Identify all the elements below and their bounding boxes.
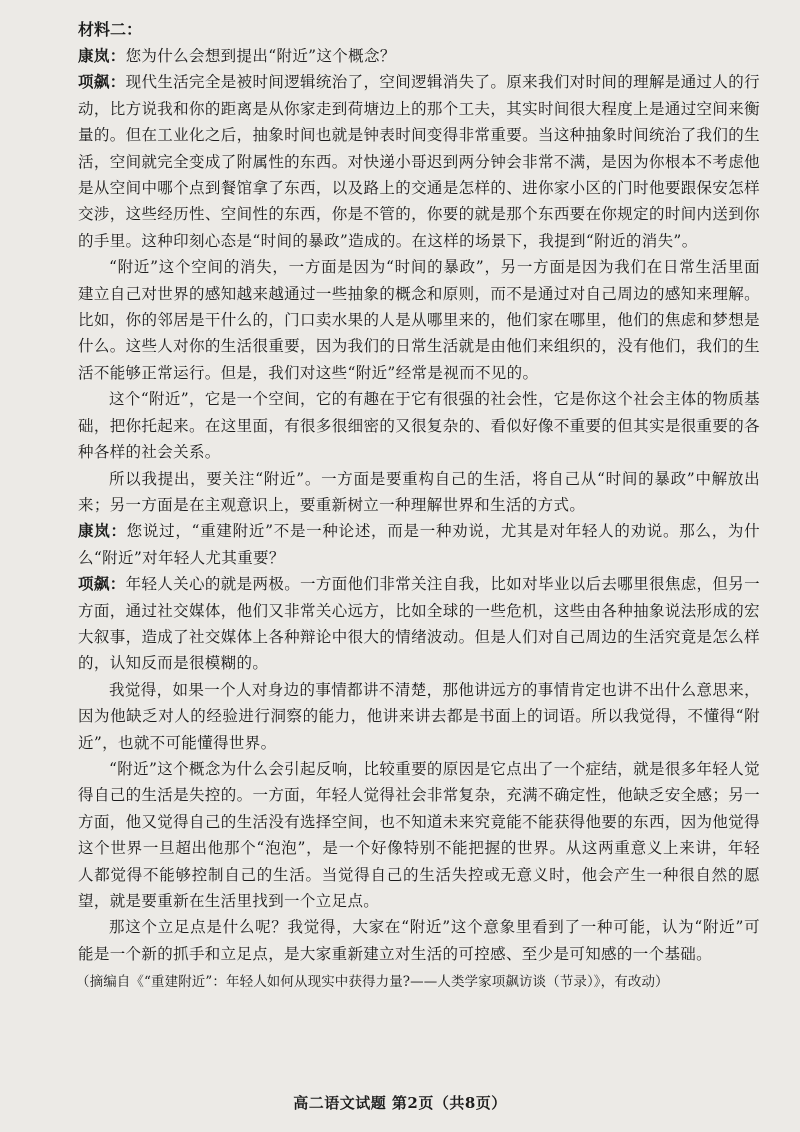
- paragraph-text: 您说过，“重建附近”不是一种论述，而是一种劝说，尤其是对年轻人的劝说。那么，为什么“附近”对年轻人尤其重要？: [78, 522, 760, 567]
- body-paragraph-8: 我觉得，如果一个人对身边的事情都讲不清楚，那他讲远方的事情肯定也讲不出什么意思来，因为他缺乏对人的经验进行洞察的能力，他讲来讲去都是书面上的词语。所以我觉得，不懂得“附近”，也就不可能懂得世界。: [78, 680, 760, 752]
- paragraph-text: 您为什么会想到提出“附近”这个概念？: [125, 47, 396, 65]
- dialogue-paragraph-1: [78, 43, 760, 69]
- speaker-label: 项飙：: [78, 72, 126, 92]
- body-paragraph-10: 那这个立足点是什么呢？我觉得，大家在“附近”这个意象里看到了一种可能，认为“附近”可能是一个新的抓手和立足点，是大家重新建立对生活的可控感、至少是可知感的一个基础。: [78, 918, 760, 963]
- speaker-label: 项飙：: [78, 574, 126, 594]
- dialogue-paragraph-2: [78, 69, 760, 254]
- dialogue-paragraph-6: [78, 518, 760, 571]
- page-footer: 高二语文试题 第2页（共8页）: [293, 1094, 507, 1112]
- body-paragraph-3: “附近”这个空间的消失，一方面是因为“时间的暴政”，另一方面是因为我们在日常生活里面建立自己对世界的感知越来越通过一些抽象的概念和原则，而不是通过对自己周边的感知来理解。比如，你的邻居是干什么的，门口卖水果的人是从哪里来的，他们家在哪里，他们的焦虑和梦想是什么。这些人对你的生活很重要，因为我们的日常生活就是由他们来组织的，没有他们，我们的生活不能够正常运行。但是，我们对这些“附近”经常是视而不见的。: [78, 258, 760, 382]
- dialogue-paragraph-7: [78, 571, 760, 677]
- paragraph-text: 现代生活完全是被时间逻辑统治了，空间逻辑消失了。原来我们对时间的理解是通过人的行动，比方说我和你的距离是从你家走到荷塘边上的那个工夫，其实时间很大程度上是通过空间来衡量的。但在工业化之后，抽象时间也就是钟表时间变得非常重要。当这种抽象时间统治了我们的生活，空间就完全变成了附属性的东西。对快递小哥迟到两分钟会非常不满，是因为你根本不考虑他是从空间中哪个点到餐馆拿了东西，以及路上的交通是怎样的、进你家小区的门时他要跟保安怎样交涉，这些经历性、空间性的东西，你是不管的，你要的就是那个东西要在你规定的时间内送到你的手里。这种印刻心态是“时间的暴政”造成的。在这样的场景下，我提到“附近的消失”。: [78, 73, 760, 250]
- paragraph-text: 年轻人关心的就是两极。一方面他们非常关注自我，比如对毕业以后去哪里很焦虑，但另一方面，通过社交媒体，他们又非常关心远方，比如全球的一些危机，这些由各种抽象说法形成的宏大叙事，造成了社交媒体上各种辩论中很大的情绪波动。但是人们对自己周边的生活究竟是怎么样的，认知反而是很模糊的。: [78, 575, 760, 673]
- body-paragraph-9: “附近”这个概念为什么会引起反响，比较重要的原因是它点出了一个症结，就是很多年轻人觉得自己的生活是失控的。一方面，年轻人觉得社会非常复杂，充满不确定性，他缺乏安全感；另一方面，他又觉得自己的生活没有选择空间，也不知道未来究竟能不能获得他要的东西，因为他觉得这个世界一旦超出他那个“泡泡”，是一个好像特别不能把握的世界。从这两重意义上来讲，年轻人都觉得不能够控制自己的生活。当觉得自己的生活失控或无意义时，他会产生一种很自然的愿望，就是要重新在生活里找到一个立足点。: [78, 759, 760, 910]
- speaker-label: 康岚：: [78, 521, 127, 541]
- source-citation: （摘编自《“重建附近”：年轻人如何从现实中获得力量?——人类学家项飙访谈（节录）》，有改动）: [76, 974, 669, 991]
- body-paragraph-4: 这个“附近”，它是一个空间，它的有趣在于它有很强的社会性，它是你这个社会主体的物质基础，把你托起来。在这里面，有很多很细密的又很复杂的、看似好像不重要的但其实是很重要的各种各样的社会关系。: [78, 390, 760, 462]
- body-paragraph-5: 所以我提出，要关注“附近”。一方面是要重构自己的生活，将自己从“时间的暴政”中解放出来；另一方面是在主观意识上，要重新树立一种理解世界和生活的方式。: [78, 469, 760, 514]
- speaker-label: 康岚：: [78, 46, 126, 65]
- section-title: 材料二：: [78, 20, 143, 39]
